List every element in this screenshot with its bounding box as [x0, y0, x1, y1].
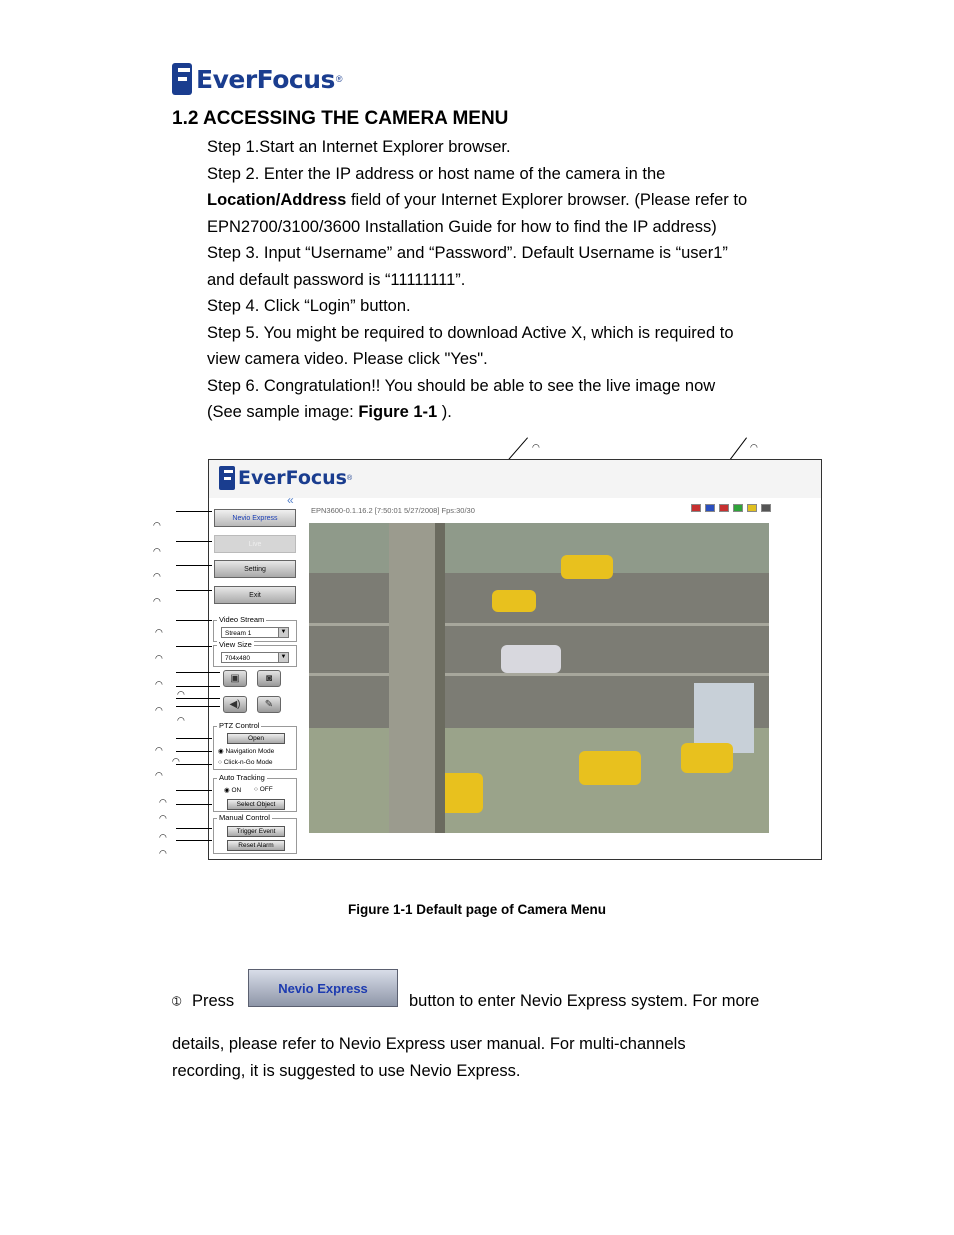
callout-marker: ◠ — [153, 596, 161, 606]
step-3-line-2: and default password is “11111111”. — [207, 270, 466, 289]
ptz-control-group — [213, 721, 297, 770]
nevio-paragraph — [172, 1031, 812, 1084]
audio-icon[interactable]: ◀) — [223, 696, 247, 713]
video-stream-group — [213, 615, 297, 642]
tracking-off-radio[interactable]: ○ OFF — [254, 786, 273, 793]
figure-logo-registered: ® — [346, 474, 353, 482]
callout-line — [176, 590, 212, 591]
language-flag-icon[interactable] — [747, 504, 757, 512]
chevron-down-icon: ▼ — [278, 628, 288, 637]
video-stream-select[interactable] — [221, 627, 289, 638]
figure-logo-mark-icon — [219, 466, 235, 490]
paragraph-line-3: recording, it is suggested to use Nevio Express. — [172, 1061, 521, 1080]
step-5-line-2: view camera video. Please click "Yes". — [207, 350, 488, 368]
callout-marker: ◠ — [159, 832, 167, 842]
step-5-line-1: Step 5. You might be required to download Active X, which is required to — [207, 323, 734, 342]
callout-marker-status: ◠ — [532, 442, 540, 452]
click-n-go-mode-radio[interactable]: ○ Click-n-Go Mode — [218, 759, 273, 766]
after-press-text: button to enter Nevio Express system. For more — [409, 992, 760, 1010]
callout-line — [176, 686, 220, 687]
auto-tracking-group — [213, 773, 297, 812]
step-6-line-2 — [207, 399, 807, 426]
language-flag-icon[interactable] — [761, 504, 771, 512]
callout-line — [176, 738, 212, 739]
callout-line — [176, 511, 212, 512]
video-road-divider — [309, 673, 769, 676]
auto-tracking-label: Auto Tracking — [219, 773, 265, 782]
callout-marker: ◠ — [177, 689, 185, 699]
video-car — [501, 645, 561, 673]
callout-marker: ◠ — [177, 715, 185, 725]
callout-marker: ◠ — [155, 679, 163, 689]
step-2-line-3: EPN2700/3100/3600 Installation Guide for how to find the IP address) — [207, 217, 717, 236]
view-size-label: View Size — [219, 640, 252, 649]
video-pole-shadow — [435, 523, 445, 833]
callout-marker: ◠ — [153, 571, 161, 581]
callout-line — [176, 804, 212, 805]
video-stream-label: Video Stream — [219, 615, 265, 624]
navigation-mode-radio[interactable]: ◉ Navigation Mode — [218, 748, 275, 755]
manual-control-group — [213, 813, 297, 854]
step-6-line-1: Step 6. Congratulation!! You should be able to see the live image now — [207, 376, 716, 395]
view-size-group — [213, 640, 297, 667]
callout-line — [176, 620, 212, 621]
nevio-express-button-image: Nevio Express — [248, 969, 398, 1007]
language-flag-icon[interactable] — [705, 504, 715, 512]
tracking-off-label: OFF — [259, 786, 273, 793]
section-heading: 1.2 ACCESSING THE CAMERA MENU — [172, 108, 509, 129]
figure-logo — [219, 466, 352, 490]
steps-text — [207, 134, 807, 426]
video-car — [561, 555, 613, 579]
callout-line — [176, 751, 212, 752]
step-2-line-1: Step 2. Enter the IP address or host name of the camera in the — [207, 164, 666, 183]
tracking-on-radio[interactable]: ◉ ON — [224, 787, 242, 794]
press-text: Press — [192, 992, 235, 1010]
logo-registered-mark: ® — [335, 74, 343, 84]
collapse-panel-icon[interactable]: « — [287, 493, 294, 507]
nevio-express-button[interactable]: Nevio Express — [214, 509, 296, 527]
callout-line — [176, 764, 212, 765]
callout-marker: ◠ — [155, 627, 163, 637]
video-car — [681, 743, 733, 773]
callout-line — [176, 646, 212, 647]
callout-marker: ◠ — [155, 705, 163, 715]
callout-marker: ◠ — [159, 797, 167, 807]
record-icon[interactable]: ◙ — [257, 670, 281, 687]
step-3-line-1: Step 3. Input “Username” and “Password”. Default Username is “user1” — [207, 244, 728, 262]
logo-text: EverFocus — [196, 64, 335, 94]
video-car — [579, 751, 641, 785]
paragraph-line-2: details, please refer to Nevio Express user manual. For multi-channels — [172, 1035, 686, 1053]
callout-line — [176, 828, 212, 829]
navigation-mode-label: Navigation Mode — [225, 748, 275, 755]
step-6-pre: (See sample image: — [207, 403, 359, 421]
language-flags — [691, 504, 771, 512]
trigger-event-button[interactable]: Trigger Event — [227, 826, 285, 837]
video-road-divider — [309, 623, 769, 626]
chevron-down-icon: ▼ — [278, 653, 288, 662]
step-6-post: ). — [437, 403, 452, 421]
setting-button[interactable]: Setting — [214, 560, 296, 578]
figure-logo-text: EverFocus — [238, 467, 347, 489]
view-size-value: 704x480 — [225, 655, 250, 662]
live-button[interactable]: Live — [214, 535, 296, 553]
video-stream-value: Stream 1 — [225, 630, 252, 637]
step-4: Step 4. Click “Login” button. — [207, 297, 411, 315]
language-flag-icon[interactable] — [691, 504, 701, 512]
callout-line — [176, 840, 212, 841]
callout-marker: ◠ — [153, 520, 161, 530]
step-1: Step 1.Start an Internet Explorer browser. — [207, 138, 511, 156]
camera-status-text: EPN3600-0.1.16.2 [7:50:01 5/27/2008] Fps:30/30 — [311, 506, 475, 515]
language-flag-icon[interactable] — [733, 504, 743, 512]
click-n-go-mode-label: Click-n-Go Mode — [223, 759, 273, 766]
callout-line — [176, 790, 212, 791]
live-video-view[interactable] — [309, 523, 769, 833]
manual-control-label: Manual Control — [219, 813, 270, 822]
location-address-term: Location/Address — [207, 191, 347, 209]
step-2-line-2 — [207, 187, 807, 214]
exit-button[interactable]: Exit — [214, 586, 296, 604]
figure-reference: Figure 1-1 — [358, 403, 438, 421]
callout-marker: ◠ — [159, 848, 167, 858]
callout-marker: ◠ — [155, 745, 163, 755]
logo-mark-icon — [172, 63, 192, 95]
snapshot-icon[interactable]: ▣ — [223, 670, 247, 687]
callout-marker: ◠ — [159, 813, 167, 823]
reset-alarm-button[interactable]: Reset Alarm — [227, 840, 285, 851]
figure-caption: Figure 1-1 Default page of Camera Menu — [347, 902, 607, 917]
ptz-control-label: PTZ Control — [219, 721, 260, 730]
language-flag-icon[interactable] — [719, 504, 729, 512]
callout-marker: ◠ — [153, 546, 161, 556]
callout-line — [176, 706, 220, 707]
circled-one-icon: ➀ — [172, 996, 182, 1008]
callout-marker: ◠ — [155, 653, 163, 663]
figure-header — [209, 460, 821, 498]
camera-menu-screenshot — [208, 459, 822, 860]
callout-marker: ◠ — [155, 770, 163, 780]
callout-line — [176, 541, 212, 542]
callout-marker: ◠ — [172, 756, 180, 766]
step-2-line-2-rest: field of your Internet Explorer browser. (Please refer to — [346, 191, 748, 209]
talk-icon[interactable]: ✎ — [257, 696, 281, 713]
everfocus-logo — [172, 62, 343, 96]
video-car — [492, 590, 536, 612]
tracking-on-label: ON — [231, 787, 242, 794]
view-size-select[interactable] — [221, 652, 289, 663]
select-object-button[interactable]: Select Object — [227, 799, 285, 810]
callout-marker-flags: ◠ — [750, 442, 758, 452]
callout-line — [176, 672, 220, 673]
callout-line — [176, 565, 212, 566]
ptz-open-button[interactable]: Open — [227, 733, 285, 744]
video-pole — [389, 523, 435, 833]
